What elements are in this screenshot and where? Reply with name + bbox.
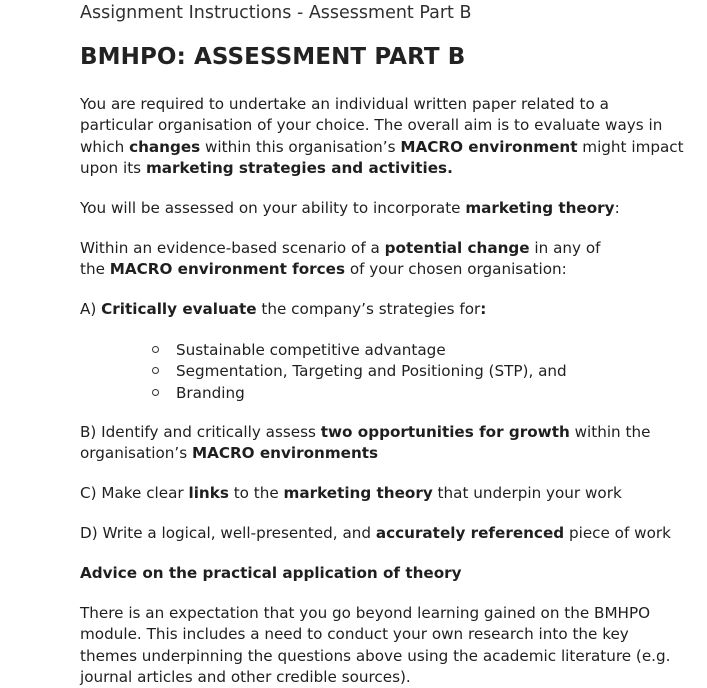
scenario-line-1 <box>80 238 600 259</box>
advice-heading: Advice on the practical application of theory <box>80 564 462 582</box>
emphasis-potential-change: potential change <box>384 239 530 257</box>
closing-paragraph <box>80 603 670 688</box>
text: which <box>80 137 130 156</box>
text: Within an evidence-based scenario of a <box>80 239 385 257</box>
list-item-text: Branding <box>176 383 245 402</box>
part-a <box>80 299 486 320</box>
text: organisation’s <box>80 444 192 463</box>
emphasis-links: links <box>188 484 229 502</box>
list-item-text: Segmentation, Targeting and Positioning (STP), and <box>176 362 567 381</box>
text: that underpin your work <box>432 484 622 502</box>
emphasis-macro-environment: MACRO environment <box>400 137 578 156</box>
intro-line-1: You are required to undertake an individual written paper related to a <box>80 95 609 113</box>
text: D) Write a logical, well-presented, and <box>80 524 376 542</box>
page-title: BMHPO: ASSESSMENT PART B <box>80 44 466 70</box>
emphasis-marketing-strategies: marketing strategies and activities. <box>145 158 453 177</box>
text: A) <box>80 300 102 318</box>
part-c <box>80 483 622 504</box>
part-b-line-1 <box>80 422 650 443</box>
text: the <box>80 260 110 279</box>
text: might impact <box>577 137 684 156</box>
part-b <box>80 422 650 465</box>
emphasis-macro-forces: MACRO environment forces <box>109 260 345 279</box>
list-item <box>150 340 567 361</box>
part-d <box>80 523 671 544</box>
text: : <box>614 199 620 217</box>
text: : <box>480 300 487 318</box>
text: to the <box>228 484 284 502</box>
emphasis-growth: two opportunities for growth <box>320 423 570 441</box>
closing-line-2: module. This includes a need to conduct your own research into the key <box>80 625 629 644</box>
text: within the <box>569 423 651 441</box>
text: within this organisation’s <box>200 137 401 156</box>
scenario-line-2 <box>80 259 600 280</box>
circle-bullet-icon <box>152 367 159 374</box>
scenario-paragraph <box>80 238 600 281</box>
text: upon its <box>80 158 146 177</box>
text: of your chosen organisation: <box>345 260 567 279</box>
intro-line-3 <box>80 137 684 158</box>
text: C) Make clear <box>80 484 189 502</box>
closing-line-1: There is an expectation that you go beyond learning gained on the BMHPO <box>80 604 651 622</box>
intro-paragraph <box>80 94 684 179</box>
part-b-line-2 <box>80 443 650 464</box>
assessed-paragraph <box>80 198 620 219</box>
circle-bullet-icon <box>152 346 159 353</box>
text: piece of work <box>564 524 671 542</box>
emphasis-changes: changes <box>129 137 201 156</box>
text: in any of <box>529 239 601 257</box>
closing-line-3: themes underpinning the questions above using the academic literature (e.g. <box>80 646 671 665</box>
emphasis-marketing-theory: marketing theory <box>283 484 433 502</box>
strategy-list <box>150 340 567 404</box>
emphasis-accurately-referenced: accurately referenced <box>375 524 565 542</box>
list-item-text: Sustainable competitive advantage <box>176 341 446 359</box>
emphasis-marketing-theory: marketing theory <box>465 199 615 217</box>
circle-bullet-icon <box>152 389 159 396</box>
emphasis-critically-evaluate: Critically evaluate <box>101 300 257 318</box>
text: You will be assessed on your ability to incorporate <box>80 199 466 217</box>
emphasis-macro-environments: MACRO environments <box>191 444 379 463</box>
text: B) Identify and critically assess <box>80 423 321 441</box>
intro-line-4 <box>80 158 684 179</box>
list-item <box>150 383 567 404</box>
page-header: Assignment Instructions - Assessment Part B <box>80 3 472 23</box>
intro-line-2: particular organisation of your choice. The overall aim is to evaluate ways in <box>80 116 663 135</box>
list-item <box>150 361 567 382</box>
closing-line-4: journal articles and other credible sources). <box>80 667 411 686</box>
text: the company’s strategies for <box>256 300 481 318</box>
